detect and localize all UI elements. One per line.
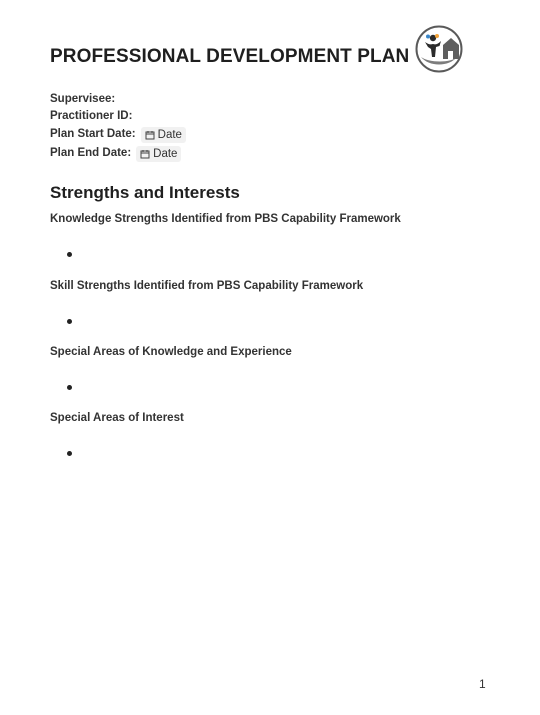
plan-end-date-picker[interactable] — [136, 146, 181, 162]
plan-start-date-picker[interactable] — [141, 127, 186, 143]
person-house-logo-icon — [415, 25, 463, 73]
supervisee-row — [50, 91, 186, 108]
calendar-icon — [145, 130, 155, 140]
bullet-item[interactable] — [67, 451, 72, 456]
calendar-icon — [140, 149, 150, 159]
plan-start-date-value: Date — [157, 128, 182, 141]
special-interest-heading: Special Areas of Interest — [50, 412, 184, 424]
special-knowledge-heading: Special Areas of Knowledge and Experience — [50, 346, 292, 358]
skill-strengths-heading: Skill Strengths Identified from PBS Capability Framework — [50, 280, 364, 292]
practitioner-id-row — [50, 108, 186, 125]
plan-start-row — [50, 125, 186, 144]
supervisee-label: Supervisee: — [50, 93, 116, 105]
bullet-item[interactable] — [67, 319, 72, 324]
plan-start-label: Plan Start Date: — [50, 128, 136, 140]
knowledge-strengths-heading: Knowledge Strengths Identified from PBS Capability Framework — [50, 213, 401, 225]
page-number: 1 — [479, 677, 486, 691]
plan-details — [50, 91, 186, 163]
bullet-item[interactable] — [67, 385, 72, 390]
page-title: PROFESSIONAL DEVELOPMENT PLAN — [50, 46, 410, 67]
bullet-item[interactable] — [67, 252, 72, 257]
plan-end-date-value: Date — [153, 147, 178, 160]
section-heading: Strengths and Interests — [50, 183, 240, 202]
practitioner-id-label: Practitioner ID: — [50, 110, 133, 122]
plan-end-label: Plan End Date: — [50, 147, 132, 159]
plan-end-row — [50, 144, 186, 163]
